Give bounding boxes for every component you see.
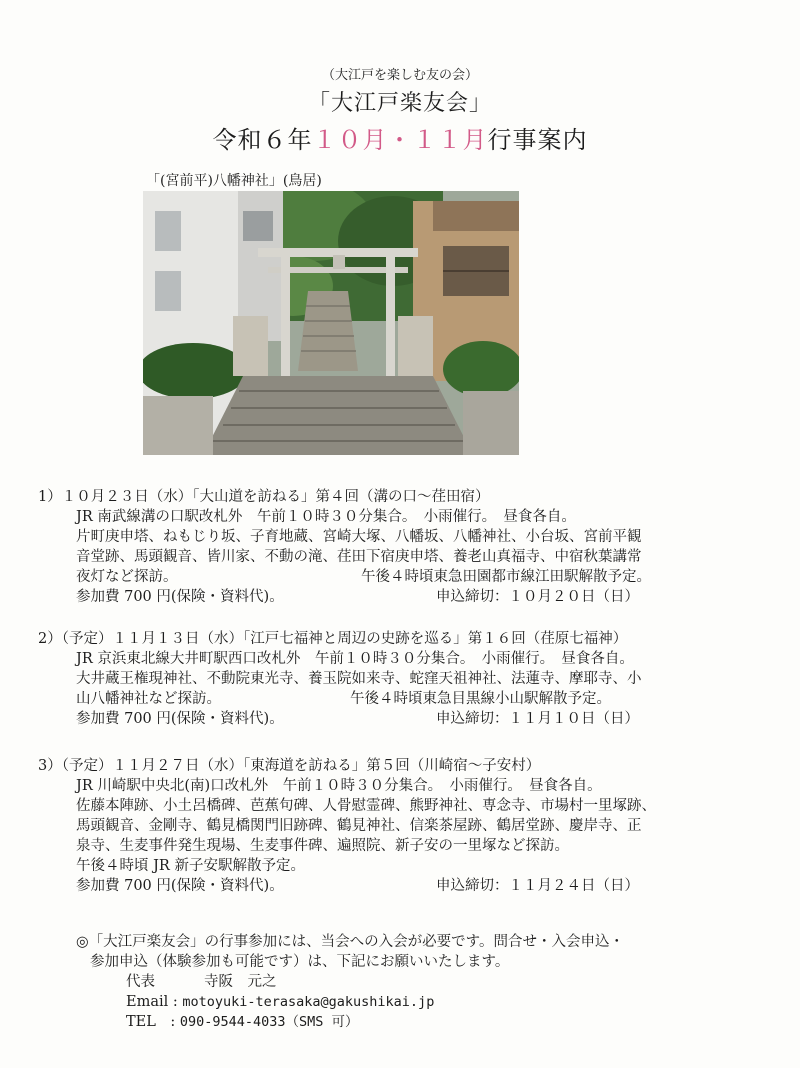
rep-name: 寺阪 元之	[204, 974, 277, 990]
event-route-line: 片町庚申塔、ねもじり坂、子育地蔵、宮崎大塚、八幡坂、八幡神社、小台坂、宮前平観	[76, 529, 642, 545]
event-meeting: JR 京浜東北線大井町駅西口改札外 午前１０時３０分集合。 小雨催行。 昼食各自。	[76, 651, 634, 667]
org-name: 「大江戸楽友会」	[307, 91, 492, 116]
email-label: Email :	[126, 994, 178, 1010]
title-suffix: 行事案内	[487, 126, 588, 154]
tel-label: TEL :	[126, 1014, 176, 1030]
event-dismissal: 午後４時頃 JR 新子安駅解散予定。	[76, 858, 305, 874]
page-title	[0, 120, 800, 155]
event-fee: 参加費 700 円(保険・資料代)。	[76, 711, 284, 727]
shrine-torii-photo	[143, 191, 519, 455]
event-meeting: JR 南武線溝の口駅改札外 午前１０時３０分集合。 小雨催行。 昼食各自。	[76, 509, 576, 525]
event-dismissal: 午後４時頃東急田園都市線江田駅解散予定。	[361, 569, 651, 585]
event-heading: 1）１０月２３日（水）「大山道を訪ねる」第４回（溝の口～荏田宿）	[38, 489, 490, 505]
event-route-line: 山八幡神社など探訪。	[76, 691, 221, 707]
tel-number[interactable]: 090-9544-4033（SMS 可）	[179, 1014, 359, 1030]
contact-notice	[76, 932, 776, 1032]
title-months: １０月・１１月	[312, 126, 488, 154]
org-subtitle: （大江戸を楽しむ友の会）	[321, 68, 478, 83]
event-route-line: 泉寺、生麦事件発生現場、生麦事件碑、遍照院、新子安の一里塚など探訪。	[76, 838, 569, 854]
event-deadline: 申込締切：１１月２４日（日）	[436, 878, 639, 894]
event-meeting: JR 川崎駅中央北(南)口改札外 午前１０時３０分集合。 小雨催行。 昼食各自。	[76, 778, 602, 794]
event-dismissal: 午後４時頃東急目黒線小山駅解散予定。	[350, 691, 611, 707]
notice-line: ◎「大江戸楽友会」の行事参加には、当会への入会が必要です。問合せ・入会申込・	[76, 934, 624, 950]
event-2	[38, 629, 778, 729]
event-route-line: 佐藤本陣跡、小土呂橋碑、芭蕉句碑、人骨慰霊碑、熊野神社、専念寺、市場村一里塚跡、	[76, 798, 656, 814]
event-route-line: 大井蔵王権現神社、不動院東光寺、養玉院如来寺、蛇窪天祖神社、法蓮寺、摩耶寺、小	[76, 671, 642, 687]
photo-caption: 「(宮前平)八幡神社」(鳥居)	[146, 173, 322, 189]
email-link[interactable]: motoyuki-terasaka@gakushikai.jp	[182, 994, 435, 1010]
event-3	[38, 756, 778, 896]
event-heading: 2）（予定）１１月１３日（水）「江戸七福神と周辺の史跡を巡る」第１６回（荏原七福神）	[38, 631, 628, 647]
notice-line: 参加申込（体験参加も可能です）は、下記にお願いいたします。	[90, 954, 510, 970]
event-fee: 参加費 700 円(保険・資料代)。	[76, 878, 284, 894]
event-route-line: 音堂跡、馬頭観音、皆川家、不動の滝、荏田下宿庚申塔、養老山真福寺、中宿秋葉講常	[76, 549, 642, 565]
title-prefix: 令和６年	[212, 126, 313, 154]
event-deadline: 申込締切：１０月２０日（日）	[436, 589, 639, 605]
rep-label: 代表	[126, 974, 155, 990]
event-1	[38, 487, 778, 607]
event-route-line: 馬頭観音、金剛寺、鶴見橋関門旧跡碑、鶴見神社、信楽茶屋跡、鶴居堂跡、慶岸寺、正	[76, 818, 642, 834]
event-heading: 3）（予定）１１月２７日（水）「東海道を訪ねる」第５回（川崎宿～子安村）	[38, 758, 541, 774]
event-deadline: 申込締切：１１月１０日（日）	[436, 711, 639, 727]
event-fee: 参加費 700 円(保険・資料代)。	[76, 589, 284, 605]
event-route-line: 夜灯など探訪。	[76, 569, 178, 585]
